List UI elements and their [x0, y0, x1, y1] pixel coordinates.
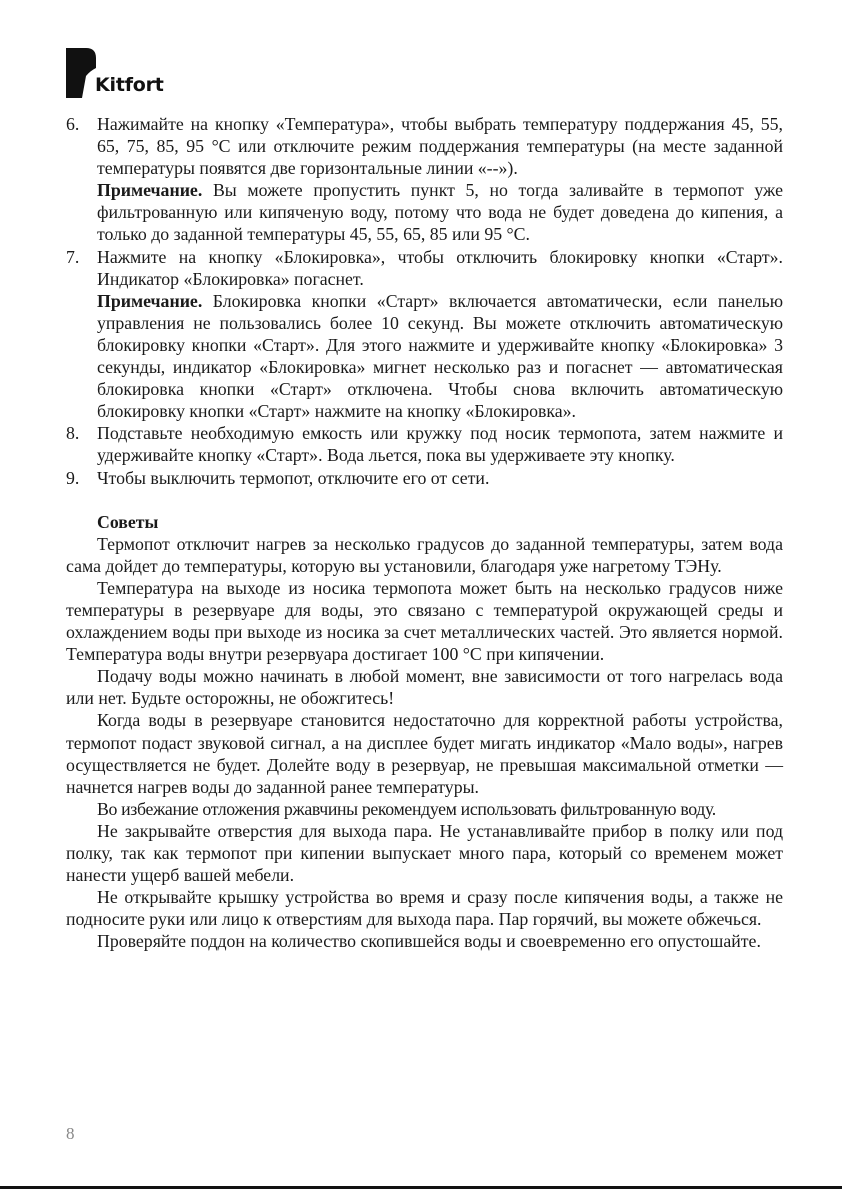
- list-item-note: [97, 179, 783, 245]
- tip-paragraph: Не закрывайте отверстия для выхода пара. Не устанавливайте прибор в полку или под полку, так как термопот при кипении выпускает много пара, который со временем может нанести ущерб вашей мебели.: [66, 820, 783, 886]
- brand-logo: [66, 48, 176, 98]
- list-item-number: 7.: [66, 246, 80, 267]
- list-item-text: Нажмите на кнопку «Блокировка», чтобы отключить блокировку кнопки «Старт». Индикатор «Блокировка» погаснет.: [97, 246, 783, 289]
- note-text: Вы можете пропустить пункт 5, но тогда заливайте в термопот уже фильтрованную или кипяченую воду, потому что вода не будет доведена до кипения, а только до заданной температуры 45, 55, 65, 85 или 95 °C.: [97, 180, 783, 245]
- tip-paragraph: Термопот отключит нагрев за несколько градусов до заданной температуры, затем вода сама дойдет до температуры, которую вы установили, благодаря уже нагретому ТЭНу.: [66, 533, 783, 576]
- note-text: Блокировка кнопки «Старт» включается автоматически, если панелью управления не пользовались более 10 секунд. Вы можете отключить автоматическую блокировку кнопки «Старт». Для этого нажмите и удерживайте кнопку «Блокировка» 3 секунды, индикатор «Блокировка» мигнет несколько раз и погаснет — автоматическая блокировка кнопки «Старт» отключена. Чтобы снова включить автоматическую блокировку кнопки «Старт» нажмите на кнопку «Блокировка».: [97, 290, 784, 422]
- tip-paragraph: Когда воды в резервуаре становится недостаточно для корректной работы устройства, термопот подаст звуковой сигнал, а на дисплее будет мигать индикатор «Мало воды», нагрев осуществляется не будет. Долейте воду в резервуар, не превышая максимальной отметки — начнется нагрев воды до заданной ранее температуры.: [66, 710, 783, 797]
- tip-paragraph: Температура на выходе из носика термопота может быть на несколько градусов ниже температуры в резервуаре для воды, это связано с температурой окружающей среды и охлаждением воды при выходе из носика за счет металлических частей. Это является нормой. Температура воды внутри резервуара достигает 100 °C при кипячении.: [66, 577, 783, 665]
- brand-name: Kitfort: [95, 74, 164, 96]
- list-item: [66, 422, 783, 466]
- tip-paragraph: Не открывайте крышку устройства во время и сразу после кипячения воды, а также не подносите руки или лицо к отверстиям для выхода пара. Пар горячий, вы можете обжечься.: [66, 887, 783, 930]
- list-item-number: 9.: [66, 467, 80, 488]
- page-number: 8: [66, 1124, 75, 1143]
- list-item: [66, 246, 783, 423]
- document-body: [66, 113, 783, 952]
- list-item: [66, 467, 783, 489]
- list-item-text: Подставьте необходимую емкость или кружку под носик термопота, затем нажмите и удерживайте кнопку «Старт». Вода льется, пока вы удерживаете эту кнопку.: [97, 423, 783, 466]
- note-label: Примечание.: [97, 180, 203, 201]
- list-item: [66, 113, 783, 246]
- brand-logo-icon: [66, 48, 96, 98]
- list-item-note: [97, 290, 783, 423]
- list-item-text: Чтобы выключить термопот, отключите его от сети.: [97, 467, 490, 488]
- list-item-number: 8.: [66, 423, 80, 444]
- tip-paragraph: Во избежание отложения ржавчины рекомендуем использовать фильтрованную воду.: [97, 798, 716, 819]
- list-item-number: 6.: [66, 114, 80, 134]
- tips-heading: Советы: [97, 511, 159, 532]
- tip-paragraph: Проверяйте поддон на количество скопившейся воды и своевременно его опустошайте.: [97, 931, 761, 952]
- tip-paragraph: Подачу воды можно начинать в любой момент, вне зависимости от того нагрелась вода или нет. Будьте осторожны, не обожгитесь!: [66, 666, 783, 709]
- note-label: Примечание.: [97, 290, 203, 311]
- list-item-text: Нажимайте на кнопку «Температура», чтобы выбрать температуру поддержания 45, 55, 65, 75, 85, 95 °C или отключите режим поддержания температуры (на месте заданной температуры появятся две горизонтальные линии «--»).: [97, 114, 783, 179]
